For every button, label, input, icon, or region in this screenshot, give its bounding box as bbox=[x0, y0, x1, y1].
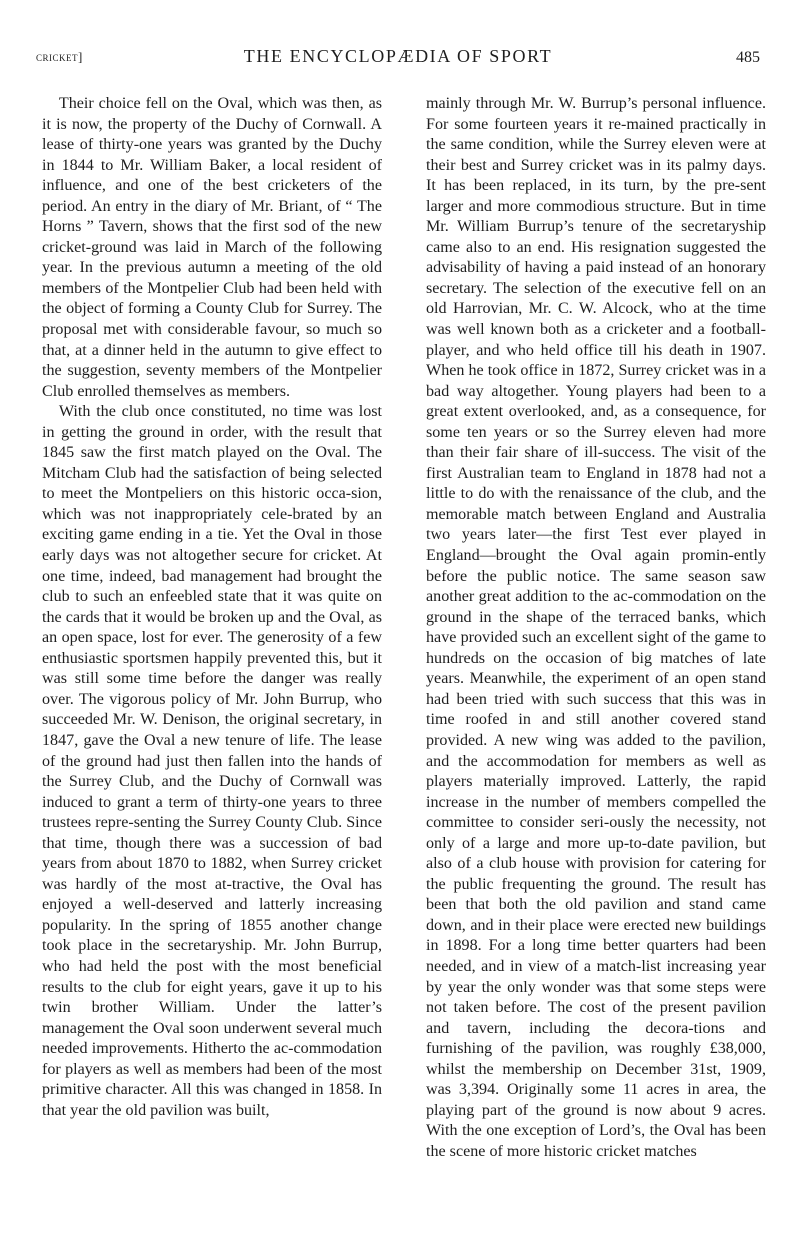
page-number: 485 bbox=[736, 49, 760, 66]
paragraph: With the club once constituted, no time was lost in getting the ground in order, with the result that 1845 saw the first match played on the Oval. The Mitcham Club had the satisfaction of being selected to meet the Montpeliers on this historic occa-sion, which was not inappropriately cele-brated by an exciting game ending in a tie. Yet the Oval in those early days was not altogether secure for cricket. At one time, indeed, bad management had brought the club to such an enfeebled state that it was quite on the cards that it would be broken up and the Oval, as an open space, lost for ever. The generosity of a few enthusiastic sportsmen happily prevented this, but it was still some time before the danger was really over. The vigorous policy of Mr. John Burrup, who succeeded Mr. W. Denison, the original secretary, in 1847, gave the Oval a new tenure of life. The lease of the ground had just then fallen into the hands of the Surrey Club, and the Duchy of Cornwall was induced to grant a term of thirty-one years to three trustees repre-senting the Surrey County Club. Since that time, though there was a succession of bad years from about 1870 to 1882, when Surrey cricket was hardly of the most at-tractive, the Oval has enjoyed a well-deserved and latterly increasing popularity. In the spring of 1855 another change took place in the secretaryship. Mr. John Burrup, who had held the post with the most beneficial results to the club for eight years, gave it up to his twin brother William. Under the latter’s management the Oval soon underwent several much needed improvements. Hitherto the ac-commodation for players as well as members had been of the most primitive character. All this was changed in 1858. In that year the old pavilion was built, bbox=[42, 403, 382, 1119]
left-column bbox=[42, 94, 382, 1121]
paragraph-continuation: mainly through Mr. W. Burrup’s personal influence. For some fourteen years it re-mained practically in the same condition, while the Surrey eleven were at their best and Surrey cricket was in its palmy days. It has been replaced, in its turn, by the pre-sent larger and more commodious structure. But in time Mr. William Burrup’s tenure of the secretaryship came also to an end. His resignation suggested the advisability of having a paid instead of an honorary secretary. The selection of the executive fell on an old Harrovian, Mr. C. W. Alcock, who at the time was well known both as a cricketer and a football-player, and who held office till his death in 1907. When he took office in 1872, Surrey cricket was in a bad way altogether. Young players had been to a great extent overlooked, and, as a consequence, for some ten years or so the Surrey eleven had more than their fair share of ill-success. The visit of the first Australian team to England in 1878 had not a little to do with the renaissance of the club, and the memorable match between England and Australia two years later—the first Test ever played in England—brought the Oval again promin-ently before the public notice. The same season saw another great addition to the ac-commodation on the ground in the shape of the terraced banks, which have provided such an excellent sight of the game to hundreds on the occasion of big matches of late years. Meanwhile, the experiment of an open stand had been tried with such success that this was in time roofed in and still another covered stand provided. A new wing was added to the pavilion, and the accommodation for members as well as players materially improved. Latterly, the rapid increase in the number of members compelled the committee to consider seri-ously the necessity, not only of a large and more up-to-date pavilion, but also of a club house with provision for catering for the public frequenting the ground. The result has been that both the old pavilion and stand came down, and in their place were erected new buildings in 1898. For a long time better quarters had been needed, and in view of a match-list increasing year by year the only wonder was that some steps were not taken before. The cost of the present pavilion and tavern, including the decora-tions and furnishing of the pavilion, was roughly £38,000, whilst the membership on December 31st, 1909, was 3,394. Originally some 11 acres in area, the playing part of the ground is now about 9 acres. With the one exception of Lord’s, the Oval has been the scene of more historic cricket matches bbox=[426, 95, 766, 1160]
right-column bbox=[426, 94, 766, 1162]
book-title: THE ENCYCLOPÆDIA OF SPORT bbox=[243, 46, 553, 66]
paragraph: Their choice fell on the Oval, which was then, as it is now, the property of the Duchy of Cornwall. A lease of thirty-one years was granted by the Duchy in 1844 to Mr. William Baker, a local resident of influence, and one of the best cricketers of the period. An entry in the diary of Mr. Briant, of “ The Horns ” Tavern, shows that the first sod of the new cricket-ground was laid in March of the following year. In the previous autumn a meeting of the old members of the Montpelier Club had been held with the object of forming a County Club for Surrey. The proposal met with considerable favour, so much so that, at a dinner held in the autumn to give effect to the suggestion, seventy members of the Montpelier Club enrolled themselves as members. bbox=[42, 95, 382, 400]
running-head bbox=[36, 46, 760, 72]
section-label: cricket] bbox=[36, 49, 83, 64]
